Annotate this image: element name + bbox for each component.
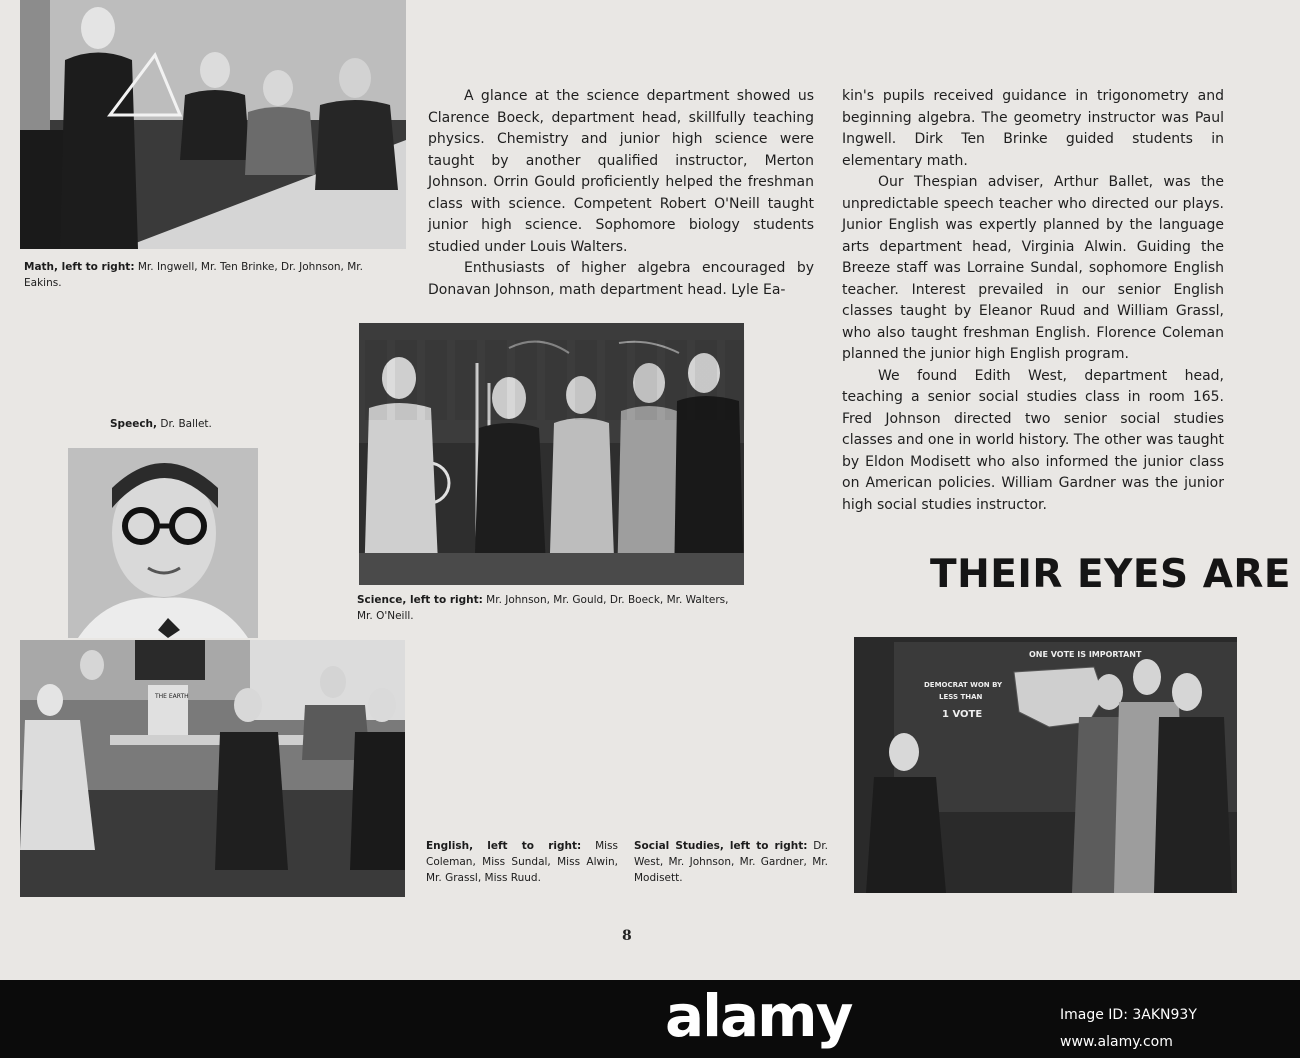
article-col2-paragraph-1: kin's pupils received guidance in trigonometry and beginning algebra. The geometry instructor was Paul Ingwell. Dirk Ten Brinke guided students in elementary math. [842,88,1224,169]
english-caption-names: Miss Coleman, Miss Sundal, Miss Alwin, Mr. Grassl, Miss Ruud. [426,840,618,884]
english-photo [20,640,405,897]
speech-caption-names: Dr. Ballet. [160,418,212,430]
article-column-1 [428,86,814,301]
english-caption-label: English, left to right: [426,840,582,852]
social-studies-photo-image [854,637,1237,893]
article-col2-paragraph-2: Our Thespian adviser, Arthur Ballet, was the unpredictable speech teacher who directed our plays. Junior English was expertly planned by the language arts department head, Virginia Alwin. Guiding the Breeze staff was Lorraine Sundal, sophomore English teacher. Interest prevailed in our senior English classes taught by Eleanor Ruud and William Grassl, who also taught freshman English. Florence Coleman planned the junior high English program. [842,174,1224,362]
science-caption-label: Science, left to right: [357,594,483,606]
bleed-through-text [365,340,745,420]
watermark-image-id: Image ID: 3AKN93Y [1060,1007,1197,1023]
social-studies-caption-names: Dr. West, Mr. Johnson, Mr. Gardner, Mr. Modisett. [634,840,829,884]
article-col1-paragraph-2: Enthusiasts of higher algebra encouraged by Donavan Johnson, math department head. Lyle Ea- [428,260,814,298]
watermark-site: www.alamy.com [1060,1034,1173,1050]
social-studies-caption-label: Social Studies, left to right: [634,840,808,852]
article-column-2 [842,86,1224,516]
math-caption-label: Math, left to right: [24,261,135,273]
headline: THEIR EYES ARE [930,552,1292,597]
speech-photo [68,448,258,638]
social-studies-caption [634,838,828,886]
social-studies-photo [854,637,1237,893]
science-caption [357,592,741,624]
math-caption-names: Mr. Ingwell, Mr. Ten Brinke, Dr. Johnson, Mr. Eakins. [24,261,363,289]
math-photo-image [20,0,406,249]
page-number: 8 [622,928,632,944]
poster-line-1: DEMOCRAT WON BY [924,681,1003,689]
english-caption [426,838,618,886]
article-col2-paragraph-3: We found Edith West, department head, teaching a senior social studies class in room 165. Fred Johnson directed two senior social studies classes and one in world history. The other was taught by Eldon Modisett who also informed the junior class on American policies. William Gardner was the junior high social studies instructor. [842,367,1224,513]
math-photo [20,0,406,249]
article-col1-paragraph-1: A glance at the science department showed us Clarence Boeck, department head, skillfully teaching physics. Chemistry and junior high science were taught by another qualified instructor, Merton Johnson. Orrin Gould proficiently helped the freshman class with science. Competent Robert O'Neill taught junior high science. Sophomore biology students studied under Louis Walters. [428,88,814,255]
poster-line-3: 1 VOTE [942,709,983,720]
science-caption-names: Mr. Johnson, Mr. Gould, Dr. Boeck, Mr. Walters, Mr. O'Neill. [357,594,729,622]
english-photo-image [20,640,405,897]
poster-line-2: LESS THAN [939,693,983,701]
speech-photo-image [68,448,258,638]
watermark-brand-logo: alamy [665,982,852,1050]
math-caption [24,259,396,291]
book-title: THE EARTH [155,693,189,700]
speech-caption [110,416,212,432]
poster-title: ONE VOTE IS IMPORTANT [1029,650,1142,659]
speech-caption-label: Speech, [110,418,158,430]
